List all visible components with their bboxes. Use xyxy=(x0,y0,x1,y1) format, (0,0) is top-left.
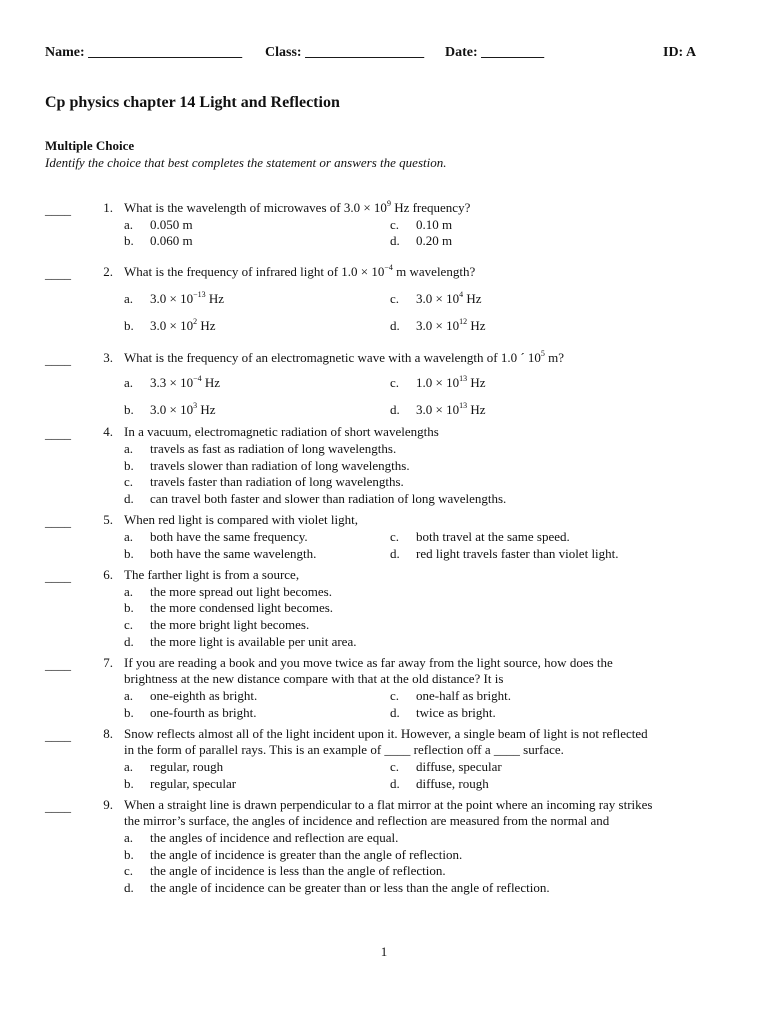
option-d: d. the more light is available per unit area. xyxy=(124,634,357,649)
question-text: The farther light is from a source, xyxy=(124,567,300,582)
question-text: When red light is compared with violet light, xyxy=(124,512,358,527)
question-number: 4. xyxy=(103,424,113,439)
class-blank: _________________ xyxy=(305,45,425,60)
section-instructions: Identify the choice that best completes the statement or answers the question. xyxy=(45,155,447,170)
option-c: c. both travel at the same speed. xyxy=(390,529,570,544)
option-a: a. regular, rough xyxy=(124,759,224,774)
question-text: In a vacuum, electromagnetic radiation of short wavelengths xyxy=(124,424,439,439)
option-d: d. diffuse, rough xyxy=(390,776,489,791)
answer-blank: ____ xyxy=(45,352,71,367)
answer-blank: ____ xyxy=(45,799,71,814)
option-c: c. one-half as bright. xyxy=(390,688,511,703)
class-field xyxy=(265,45,424,61)
question-number: 7. xyxy=(103,655,113,670)
question-text-line-2: in the form of parallel rays. This is an example of ____ reflection off a ____ surface. xyxy=(124,742,564,757)
option-d: d. the angle of incidence can be greater than or less than the angle of reflection. xyxy=(124,880,550,895)
question-text: What is the frequency of infrared light of $1.0 \times 10^{-4}$ m wavelength? xyxy=(124,262,476,279)
option-d: d. 0.20 m xyxy=(390,233,453,248)
option-a: a. travels as fast as radiation of long wavelengths. xyxy=(124,441,397,456)
date-blank: _________ xyxy=(481,45,545,60)
question-number: 8. xyxy=(103,726,113,741)
question-number: 6. xyxy=(103,567,113,582)
option-b: b. both have the same wavelength. xyxy=(124,546,317,561)
option-a: a. the angles of incidence and reflection are equal. xyxy=(124,830,399,845)
question-number: 3. xyxy=(103,350,113,365)
name-label: Name: xyxy=(45,45,85,60)
answer-blank: ____ xyxy=(45,426,71,441)
option-a: a. $3.0 \times 10^{-13}$ Hz xyxy=(124,289,225,306)
date-label: Date: xyxy=(445,45,478,60)
option-b: b. travels slower than radiation of long wavelengths. xyxy=(124,458,410,473)
option-c: c. the angle of incidence is less than the angle of reflection. xyxy=(124,863,446,878)
option-d: d. twice as bright. xyxy=(390,705,496,720)
question-number: 2. xyxy=(103,264,113,279)
page-title: Cp physics chapter 14 Light and Reflection xyxy=(45,94,340,111)
page-number: 1 xyxy=(380,944,388,959)
option-c: c. the more bright light becomes. xyxy=(124,617,310,632)
answer-blank: ____ xyxy=(45,202,71,217)
question-number: 9. xyxy=(103,797,113,812)
question-text-line-2: the mirror’s surface, the angles of incidence and reflection are measured from the normal and xyxy=(124,813,610,828)
option-d: d. can travel both faster and slower than radiation of long wavelengths. xyxy=(124,491,507,506)
option-a: a. both have the same frequency. xyxy=(124,529,308,544)
question-text: What is the wavelength of microwaves of $3.0 \times 10^9$ Hz frequency? xyxy=(124,198,471,215)
question-text-line-1: Snow reflects almost all of the light incident upon it. However, a single beam of light is not reflected xyxy=(124,726,648,741)
answer-blank: ____ xyxy=(45,514,71,529)
question-text-line-2: brightness at the new distance compare with that at the old distance? It is xyxy=(124,671,504,686)
option-c: c. $1.0 \times 10^{13}$ Hz xyxy=(390,373,486,390)
name-blank: ______________________ xyxy=(88,45,243,60)
date-field xyxy=(445,45,544,61)
option-b: b. 0.060 m xyxy=(124,233,193,248)
section-heading: Multiple Choice xyxy=(45,138,135,153)
option-b: b. regular, specular xyxy=(124,776,237,791)
option-d: d. $3.0 \times 10^{12}$ Hz xyxy=(390,316,486,333)
option-c: c. $3.0 \times 10^4$ Hz xyxy=(390,289,482,306)
option-d: d. red light travels faster than violet light. xyxy=(390,546,619,561)
option-b: b. $3.0 \times 10^3$ Hz xyxy=(124,400,216,417)
question-number: 5. xyxy=(103,512,113,527)
option-c: c. travels faster than radiation of long wavelengths. xyxy=(124,474,404,489)
answer-blank: ____ xyxy=(45,728,71,743)
option-a: a. the more spread out light becomes. xyxy=(124,584,332,599)
class-label: Class: xyxy=(265,45,302,60)
option-a: a. 0.050 m xyxy=(124,217,193,232)
option-b: b. the angle of incidence is greater than the angle of reflection. xyxy=(124,847,463,862)
option-d: d. $3.0 \times 10^{13}$ Hz xyxy=(390,400,486,417)
option-b: b. one-fourth as bright. xyxy=(124,705,257,720)
option-b: b. the more condensed light becomes. xyxy=(124,600,334,615)
answer-blank: ____ xyxy=(45,266,71,281)
id-label: ID: A xyxy=(663,45,697,60)
option-a: a. $3.3 \times 10^{-4}$ Hz xyxy=(124,373,221,390)
answer-blank: ____ xyxy=(45,657,71,672)
answer-blank: ____ xyxy=(45,569,71,584)
question-text-line-1: If you are reading a book and you move twice as far away from the light source, how does the xyxy=(124,655,613,670)
question-text-line-1: When a straight line is drawn perpendicular to a flat mirror at the point where an incoming ray strikes xyxy=(124,797,653,812)
name-field xyxy=(45,45,242,61)
option-c: c. diffuse, specular xyxy=(390,759,502,774)
question-text: What is the frequency of an electromagnetic wave with a wavelength of 1.0 ´ $10^5$ m? xyxy=(124,348,565,365)
option-a: a. one-eighth as bright. xyxy=(124,688,258,703)
question-number: 1. xyxy=(103,200,113,215)
option-b: b. $3.0 \times 10^2$ Hz xyxy=(124,316,216,333)
option-c: c. 0.10 m xyxy=(390,217,453,232)
